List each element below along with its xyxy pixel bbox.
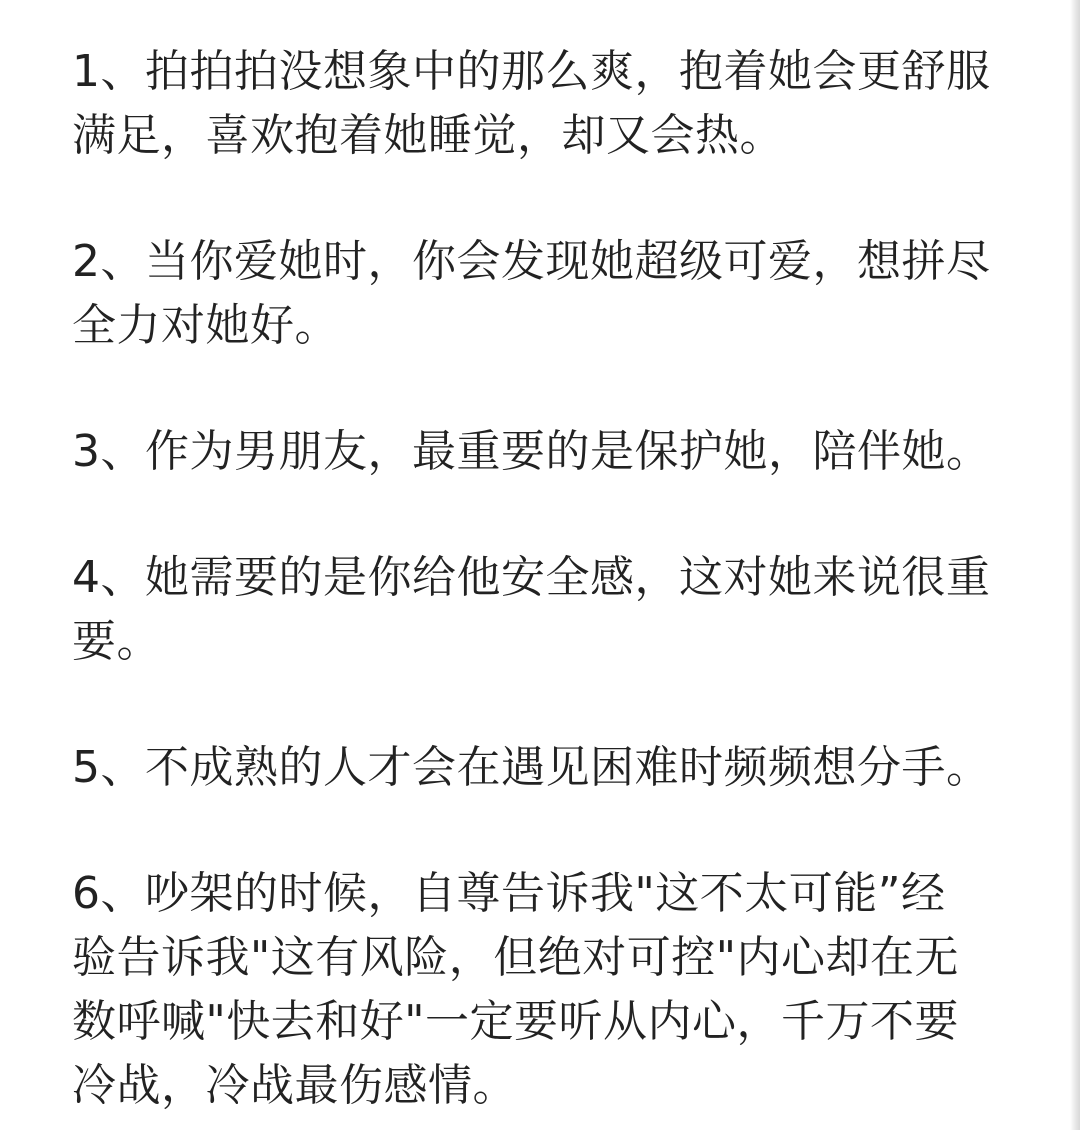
item-5: 5、不成熟的人才会在遇见困难时频频想分手。: [72, 742, 991, 793]
item-6: 6、吵架的时候，自尊告诉我"这不太可能”经 验告诉我"这有风险，但绝对可控"内心却在无 数呼喊"快去和好"一定要听从内心，千万不要 冷战，冷战最伤感情。: [72, 868, 959, 1111]
item-3: 3、作为男朋友，最重要的是保护她，陪伴她。: [72, 426, 991, 477]
spacer: [72, 800, 1012, 862]
item-2: 2、当你爱她时，你会发现她超级可爱，想拼尽 全力对她好。: [72, 236, 991, 351]
text-content: [72, 40, 1012, 1118]
spacer: [72, 168, 1012, 230]
page-edge-shadow: [1070, 0, 1080, 1130]
spacer: [72, 358, 1012, 420]
spacer: [72, 484, 1012, 546]
spacer: [72, 674, 1012, 736]
item-4: 4、她需要的是你给他安全感，这对她来说很重 要。: [72, 552, 991, 667]
item-1: 1、拍拍拍没想象中的那么爽，抱着她会更舒服 满足，喜欢抱着她睡觉，却又会热。: [72, 46, 991, 161]
